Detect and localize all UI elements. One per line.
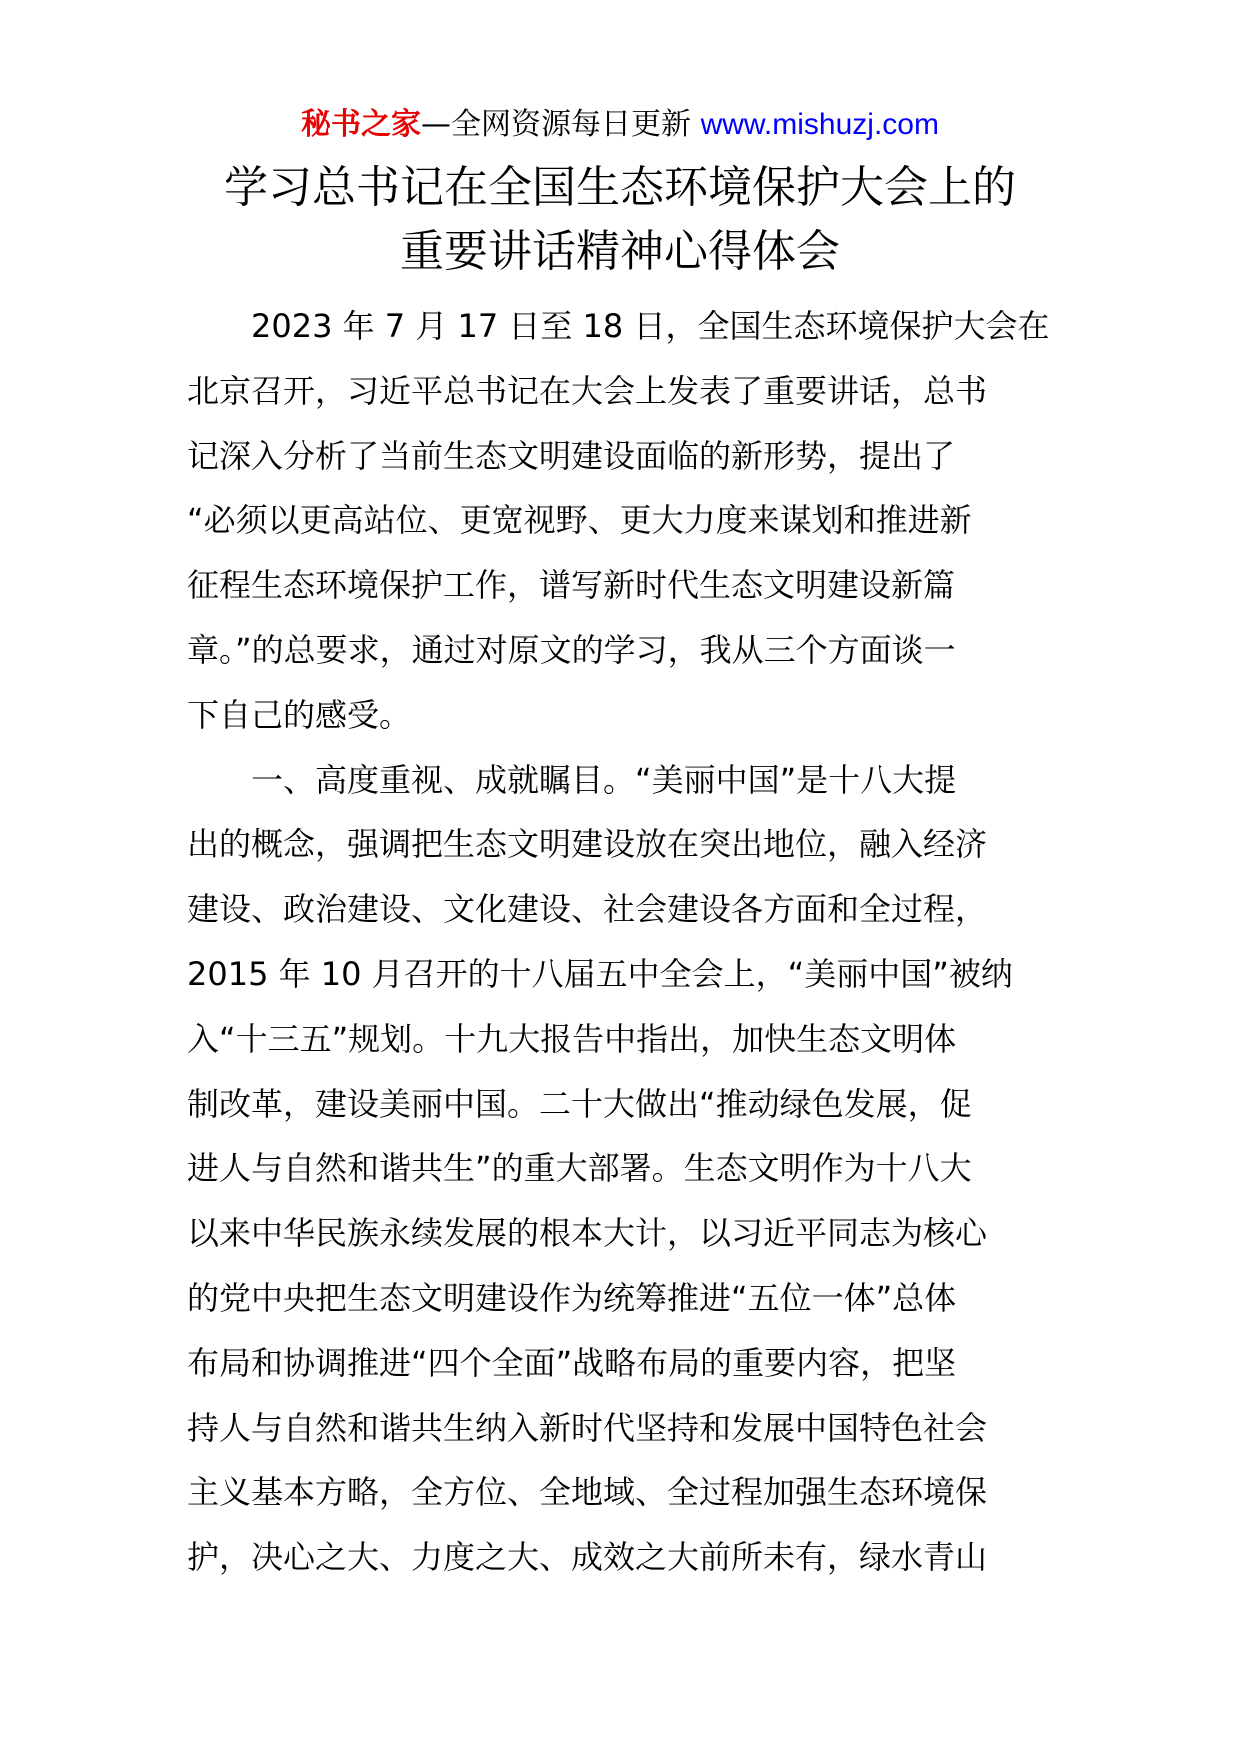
paragraph-line: 入“十三五”规划。十九大报告中指出，加快生态文明体 [187, 1019, 957, 1058]
title-line-2: 重要讲话精神心得体会 [400, 226, 840, 277]
paragraph-line: 主义基本方略，全方位、全地域、全过程加强生态环境保 [187, 1473, 988, 1512]
paragraph-line: 2015 年 10 月召开的十八届五中全会上，“美丽中国”被纳 [187, 954, 1013, 993]
site-url[interactable]: www.mishuzj.com [700, 108, 939, 141]
paragraph-line: 持人与自然和谐共生纳入新时代坚持和发展中国特色社会 [187, 1408, 988, 1447]
paragraph-1 [187, 294, 1057, 748]
site-brand: 秘书之家 [301, 107, 422, 142]
site-header [0, 101, 1240, 149]
paragraph-line: “必须以更高站位、更宽视野、更大力度来谋划和推进新 [187, 501, 972, 540]
site-tagline: —全网资源每日更新 [421, 107, 701, 142]
paragraph-line: 记深入分析了当前生态文明建设面临的新形势，提出了 [187, 436, 956, 475]
paragraph-line: 的党中央把生态文明建设作为统筹推进“五位一体”总体 [187, 1278, 957, 1317]
document-body [187, 294, 1057, 1590]
paragraph-line: 征程生态环境保护工作，谱写新时代生态文明建设新篇 [187, 566, 956, 605]
paragraph-line: 布局和协调推进“四个全面”战略布局的重要内容，把坚 [187, 1343, 957, 1382]
paragraph-line: 护，决心之大、力度之大、成效之大前所未有，绿水青山 [187, 1538, 988, 1577]
paragraph-line: 以来中华民族永续发展的根本大计，以习近平同志为核心 [187, 1214, 988, 1253]
paragraph-line: 北京召开，习近平总书记在大会上发表了重要讲话，总书 [187, 371, 988, 410]
paragraph-line: 建设、政治建设、文化建设、社会建设各方面和全过程， [187, 890, 988, 929]
paragraph-line: 出的概念，强调把生态文明建设放在突出地位，融入经济 [187, 825, 988, 864]
paragraph-line: 章。”的总要求，通过对原文的学习，我从三个方面谈一 [187, 630, 956, 669]
paragraph-line: 一、高度重视、成就瞩目。“美丽中国”是十八大提 [251, 760, 957, 799]
paragraph-2 [187, 748, 1057, 1590]
paragraph-line: 下自己的感受。 [187, 695, 412, 734]
paragraph-line: 制改革，建设美丽中国。二十大做出“推动绿色发展，促 [187, 1084, 972, 1123]
document-title [130, 156, 1110, 284]
paragraph-line: 2023 年 7 月 17 日至 18 日，全国生态环境保护大会在 [251, 307, 1050, 345]
paragraph-line: 进人与自然和谐共生”的重大部署。生态文明作为十八大 [187, 1149, 972, 1188]
title-line-1: 学习总书记在全国生态环境保护大会上的 [224, 162, 1016, 213]
